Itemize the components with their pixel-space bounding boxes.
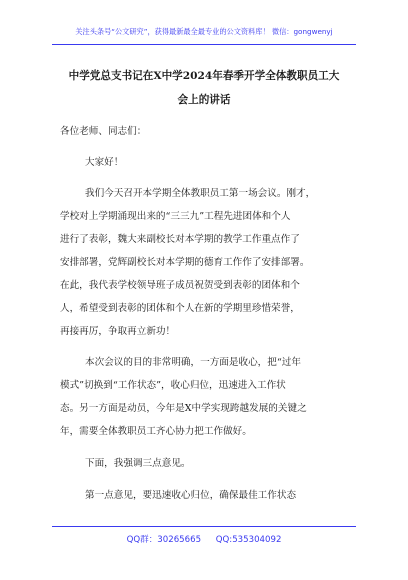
- footer-divider: [52, 526, 356, 527]
- paragraph-1-line-5: 在此，我代表学校领导班子成员祝贺受到表彰的团体和个: [60, 280, 300, 291]
- document-title-line-1: 中学党总支书记在X中学2024年春季开学全体教职员工大: [68, 70, 340, 82]
- paragraph-1-line-2: 学校对上学期涌现出来的“三三九”工程先进团体和个人: [60, 211, 291, 222]
- greeting: 大家好！: [85, 157, 124, 168]
- salutation: 各位老师、同志们：: [60, 126, 147, 137]
- paragraph-1-line-1: 我们今天召开本学期全体教职员工第一场会议。刚才，: [85, 188, 316, 199]
- paragraph-3: 下面，我强调三点意见。: [85, 458, 191, 469]
- paragraph-4-heading: 第一点意见，要迅速收心归位，确保最佳工作状态: [85, 490, 297, 501]
- paragraph-1-line-7: 再接再厉，争取再立新功！: [60, 326, 176, 337]
- footer-contact: [0, 533, 408, 545]
- footer-qq-group: QQ群：30265665: [126, 535, 202, 545]
- document-title-line-2: 会上的讲话: [177, 94, 231, 106]
- header-divider: [52, 44, 356, 45]
- paragraph-2-line-2: 模式”切换到“工作状态”，收心归位，迅速进入工作状: [60, 380, 286, 391]
- paragraph-2-line-1: 本次会议的目的非常明确，一方面是收心，把“过年: [85, 357, 301, 368]
- paragraph-1-line-3: 进行了表彰，魏大来副校长对本学期的教学工作重点作了: [60, 234, 300, 245]
- paragraph-1-line-6: 人，希望受到表彰的团体和个人在新的学期里珍惜荣誉，: [60, 303, 300, 314]
- header-note: 关注头条号“公文研究”，获得最新最全最专业的公文资料库！ 微信：gongwenyj: [75, 27, 333, 36]
- footer-qq: QQ:535304092: [215, 535, 282, 545]
- paragraph-2-line-3: 态。另一方面是动员，今年是X中学实现跨越发展的关键之: [60, 403, 307, 414]
- paragraph-1-line-4: 安排部署，党辉副校长对本学期的德育工作作了安排部署。: [60, 257, 310, 268]
- paragraph-2-line-4: 年，需要全体教职员工齐心协力把工作做好。: [60, 426, 252, 437]
